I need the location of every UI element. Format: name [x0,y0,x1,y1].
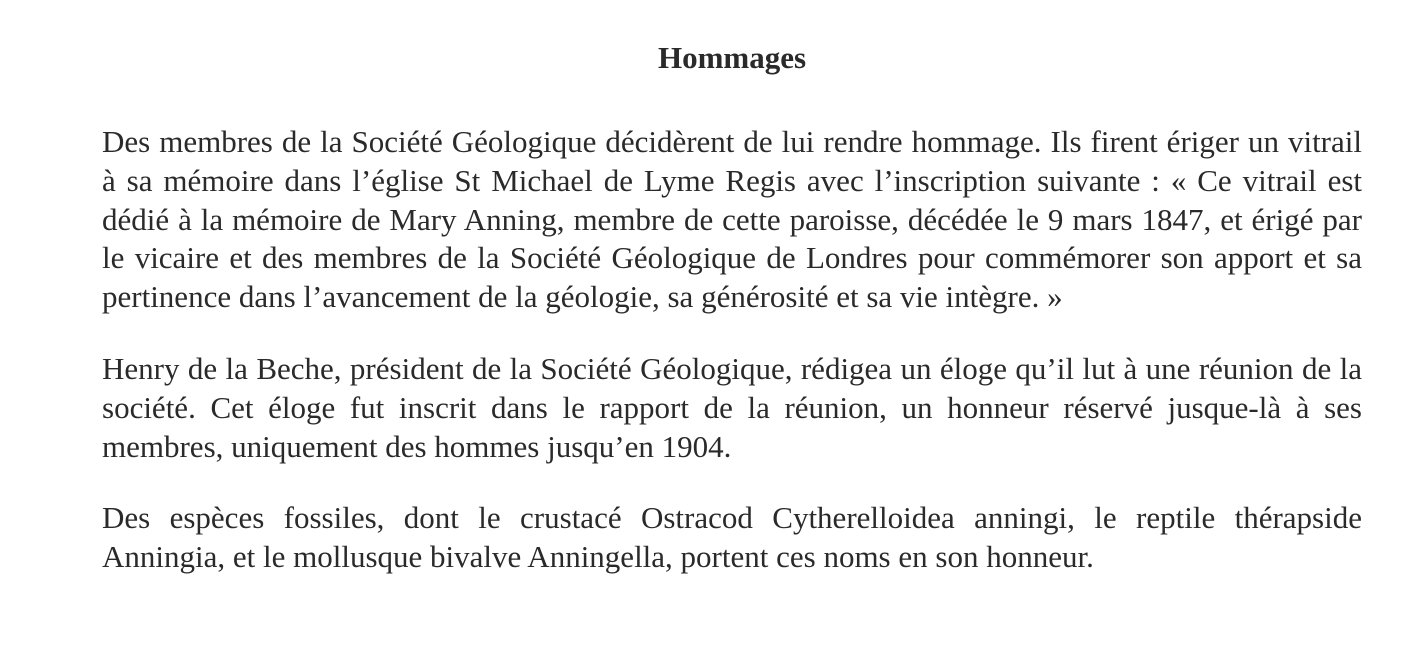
paragraph-eulogy: Henry de la Beche, président de la Société Géologique, rédigea un éloge qu’il lut à une réunion de la société. Cet éloge fut inscrit dans le rapport de la réunion, un honneur réservé jusque-là à ses membres, uniquement des hommes jusqu’en 1904. [102,350,1362,464]
paragraph-memorial-window: Des membres de la Société Géologique décidèrent de lui rendre hommage. Ils firent ériger un vitrail à sa mémoire dans l’église St Michael de Lyme Regis avec l’inscription suivante : « Ce vitrail est dédié à la mémoire de Mary Anning, membre de cette paroisse, décédée le 9 mars 1847, et érigé par le vicaire et des membres de la Société Géologique de Londres pour commémorer son apport et sa pertinence dans l’avancement de la géologie, sa générosité et sa vie intègre. » [102,124,1362,315]
section-title: Hommages [657,40,807,75]
paragraph-fossil-species: Des espèces fossiles, dont le crustacé Ostracod Cytherelloidea anningi, le reptile thérapside Anningia, et le mollusque bivalve Anningella, portent ces noms en son honneur. [102,500,1362,575]
document-page [102,0,1362,577]
